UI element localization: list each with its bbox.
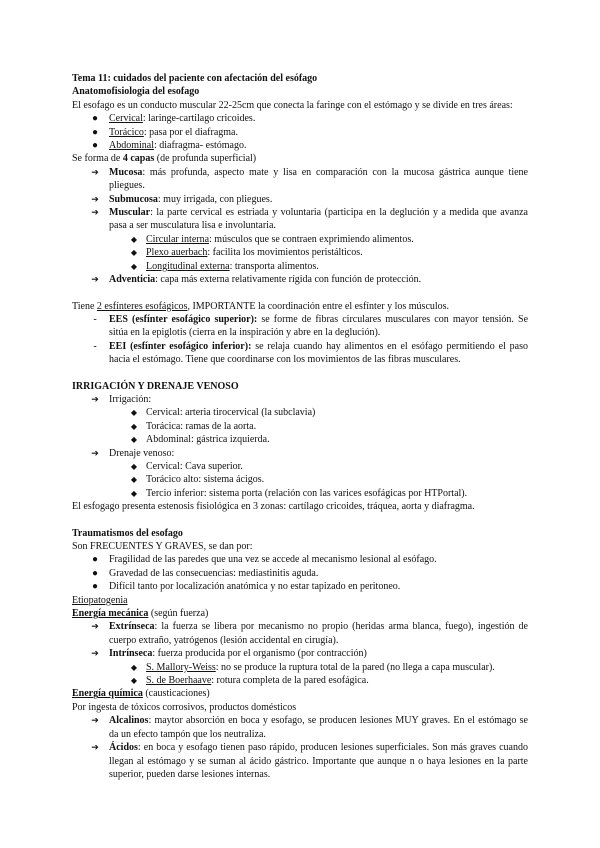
esfinteres-line: Tiene 2 esfínteres esofágicos, IMPORTANTE la coordinación entre el esfínter y los músculos. [72,300,450,312]
layer-item: ➔ Muscular: la parte cervical es estriada y voluntaria (participa en la deglución y a medida que avanza pasa a ser musculatura lisa e involuntaria. [91,207,528,232]
quimica-intro: Por ingesta de tóxicos corrosivos, productos domésticos [72,701,297,713]
boerhaave-item: ◆ S. de Boerhaave: rotura completa de la pared esofágica. [130,675,369,687]
alcalinos-item: ➔ Alcalinos: maytor absorción en boca y esofago, se producen lesiones MUY graves. En el estómago se da un efecto tampón que los neutraliza. [91,715,528,740]
layer-item: ➔ Mucosa: más profunda, aspecto mate y lisa en comparación con la mucosa gástrica aunque tiene pliegues. [91,166,528,192]
layer-item: ➔ Submucosa: muy irrigada, con pliegues. [91,193,273,205]
extrinseca-item: ➔ Extrínseca: la fuerza se libera por mecanismo no propio (heridas arma blanca, fuego), ingestión de cuerpo extraño, yatrógenos (lesión accidental en cirugía). [91,621,528,646]
sublayer-item: ◆ Longitudinal externa: transporta alimentos. [130,260,319,272]
irrigacion-item: ◆ Abdominal: gástrica izquierda. [130,434,270,446]
quimica-heading: Energía química (causticaciones) [72,688,210,700]
irrigacion-item: ◆ Cervical: arteria tirocervical (la subclavia) [130,407,316,419]
doc-title: Tema 11: cuidados del paciente con afectación del esófago [72,73,318,84]
drenaje-item: ◆ Cervical: Cava superior. [130,460,243,472]
trauma-item: ● Difícil tanto por localización anatómica y no estar tapizado en peritoneo. [91,581,401,593]
drenaje-item: ◆ Torácico alto: sistema ácigos. [130,474,265,486]
irrigacion-heading: IRRIGACIÓN Y DRENAJE VENOSO [72,380,239,392]
area-item: ● Torácico: pasa por el diafragma. [91,126,238,138]
trauma-heading: Traumatismos del esofago [72,527,183,539]
mecanica-heading: Energía mecánica (según fuerza) [72,608,209,620]
trauma-item: ● Fragilidad de las paredes que una vez se accede al mecanismo lesional al esófago. [91,554,437,566]
layer-item: ➔ Adventicia: capa más externa relativamente rígida con función de protección. [91,274,422,286]
intrinseca-item: ➔ Intrínseca: fuerza producida por el organismo (por contracción) [91,648,367,660]
trauma-item: ● Gravedad de las consecuencias: mediastinitis aguda. [91,567,319,579]
etiopatogenia-heading: Etiopatogenia [72,594,128,606]
area-item: ● Abdominal: diafragma- estómago. [91,140,247,152]
sublayer-item: ◆ Plexo auerbach: facilita los movimientos peristálticos. [130,247,363,259]
anatomo-intro: El esofago es un conducto muscular 22-25cm que conecta la faringe con el estómago y se divide en tres áreas: [72,99,513,111]
ees-item: - EES (esfínter esofágico superior): se forme de fibras circulares musculares con mayor tensión. Se sitúa en la epiglotis (cierra en la inspiración y abre en la deglución). [93,313,529,339]
drenaje-label: ➔ Drenaje venoso: [91,447,175,459]
document-page [72,72,528,781]
mallory-item: ◆ S. Mallory-Weiss: no se produce la ruptura total de la pared (no llega a capa muscular). [130,661,495,673]
sublayer-item: ◆ Circular interna: músculos que se contraen exprimiendo alimentos. [130,233,414,245]
acidos-item: ➔ Ácidos: en boca y esofago tienen paso rápido, producen lesiones superficiales. Son más graves cuando llegan al estómago y se suman al ácido gástrico. Importante que aunque n o haya lesiones en la parte superior, pueden darse lesiones internas. [91,742,528,780]
drenaje-item: ◆ Tercio inferior: sistema porta (relación con las varices esofágicas por HTPortal). [130,487,468,499]
irrigacion-label: ➔ Irrigación: [91,393,152,405]
capas-line: Se forma de 4 capas (de profunda superficial) [72,153,257,165]
estenosis-line: El esfogago presenta estenosis fisiológica en 3 zonas: cartílago cricoides, tráquea, aorta y diafragma. [72,501,475,513]
trauma-intro: Son FRECUENTES Y GRAVES, se dan por: [72,541,253,552]
area-item: ● Cervical: laringe-cartilago cricoides. [91,113,256,125]
irrigacion-item: ◆ Torácica: ramas de la aorta. [130,420,257,432]
anatomo-heading: Anatomofisiologia del esofago [72,86,200,98]
eei-item: - EEI (esfínter esofágico inferior): se relaja cuando hay alimentos en el esófago permitiendo el paso hacia el estómago. Tiene que coordinarse con los movimientos de las fibras musculares. [93,340,529,366]
